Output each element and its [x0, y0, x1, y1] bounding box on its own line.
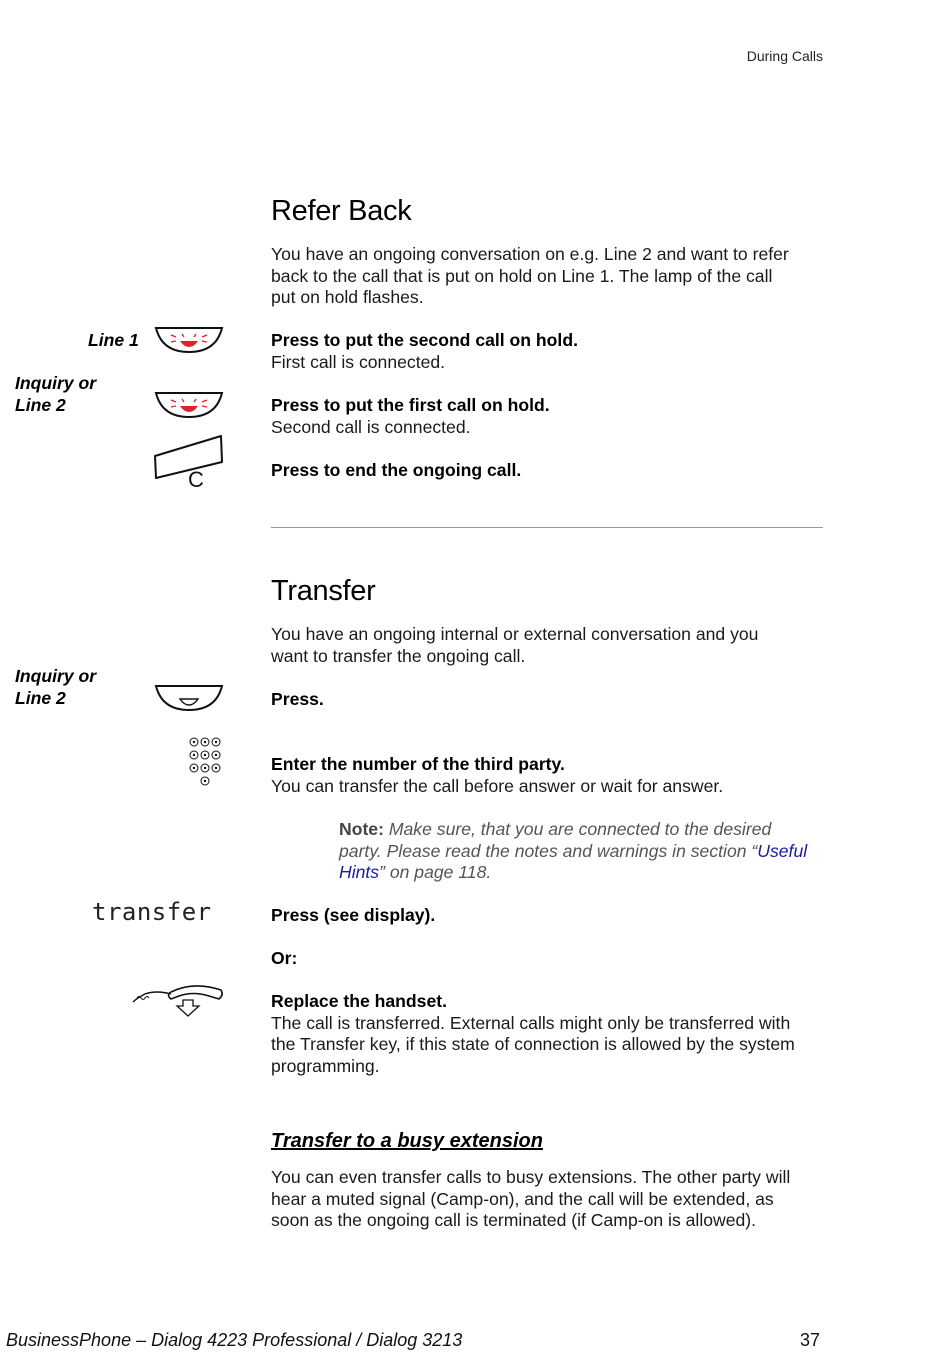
- key-label-inquiry: [15, 666, 96, 709]
- section-divider: [271, 527, 823, 528]
- step-detail: the Transfer key, if this state of connection is allowed by the system: [271, 1034, 795, 1055]
- note-line: [339, 841, 829, 863]
- transfer-title: Transfer: [271, 575, 376, 607]
- display-softkey-transfer[interactable]: transfer: [92, 898, 212, 926]
- clear-key-letter: C: [188, 467, 204, 492]
- label-line: Inquiry or: [15, 373, 97, 393]
- keypad-icon[interactable]: [189, 737, 225, 789]
- intro-line: want to transfer the ongoing call.: [271, 645, 526, 666]
- refer-back-title: Refer Back: [271, 195, 412, 227]
- note-text: party. Please read the notes and warnings in section “: [339, 840, 758, 861]
- note-text: ” on page 118.: [379, 862, 492, 883]
- intro-line: back to the call that is put on hold on Line 1. The lamp of the call: [271, 265, 773, 286]
- step-instruction: Press.: [271, 689, 324, 709]
- note-line: [339, 862, 829, 884]
- footer-title: BusinessPhone – Dialog 4223 Professional / Dialog 3213: [6, 1330, 463, 1350]
- step-detail: First call is connected.: [271, 351, 446, 372]
- useful-hints-link[interactable]: Useful: [757, 840, 808, 861]
- busy-extension-subtitle: Transfer to a busy extension: [271, 1130, 543, 1152]
- step-instruction: Replace the handset.: [271, 991, 447, 1011]
- key-label-line1: Line 1: [88, 330, 139, 350]
- step-block: [271, 330, 831, 373]
- label-line: Line 2: [15, 394, 66, 415]
- label-line: Inquiry or: [15, 666, 97, 686]
- step-detail: The call is transferred. External calls might only be transferred with: [271, 1012, 791, 1033]
- running-header: During Calls: [746, 48, 823, 64]
- step-detail: You can transfer the call before answer or wait for answer.: [271, 775, 724, 796]
- line-key-flashing-icon[interactable]: [154, 391, 224, 419]
- note-label: Note:: [339, 819, 384, 839]
- handset-down-icon[interactable]: [131, 982, 225, 1018]
- key-label-inquiry: [15, 373, 96, 416]
- step-block: [271, 395, 831, 438]
- transfer-intro: [271, 624, 831, 667]
- text-line: soon as the ongoing call is terminated (if Camp-on is allowed).: [271, 1210, 757, 1231]
- step-detail: programming.: [271, 1056, 380, 1077]
- note-text: Make sure, that you are connected to the desired: [383, 819, 772, 839]
- text-line: You can even transfer calls to busy extensions. The other party will: [271, 1167, 791, 1187]
- intro-line: You have an ongoing internal or external conversation and you: [271, 624, 759, 644]
- step-block: [271, 754, 831, 797]
- step-block: [271, 991, 831, 1078]
- step-instruction: Press to end the ongoing call.: [271, 460, 522, 480]
- step-instruction: Press to put the second call on hold.: [271, 330, 578, 350]
- step-instruction: Press to put the first call on hold.: [271, 395, 550, 415]
- page-number: 37: [800, 1330, 821, 1350]
- intro-line: You have an ongoing conversation on e.g. Line 2 and want to refer: [271, 244, 789, 264]
- text-line: hear a muted signal (Camp-on), and the call will be extended, as: [271, 1188, 774, 1209]
- busy-extension-text: [271, 1167, 831, 1232]
- line-key-flashing-icon[interactable]: [154, 326, 224, 354]
- label-line: Line 2: [15, 687, 66, 708]
- or-label: Or:: [271, 948, 298, 968]
- refer-back-intro: [271, 244, 831, 309]
- note-line: [339, 819, 829, 841]
- note-block: [339, 819, 829, 884]
- useful-hints-link[interactable]: Hints: [339, 862, 380, 883]
- step-detail: Second call is connected.: [271, 416, 471, 437]
- line-key-icon[interactable]: [154, 684, 224, 712]
- step-instruction: Enter the number of the third party.: [271, 754, 565, 774]
- intro-line: put on hold flashes.: [271, 287, 424, 308]
- step-instruction: Press (see display).: [271, 905, 436, 925]
